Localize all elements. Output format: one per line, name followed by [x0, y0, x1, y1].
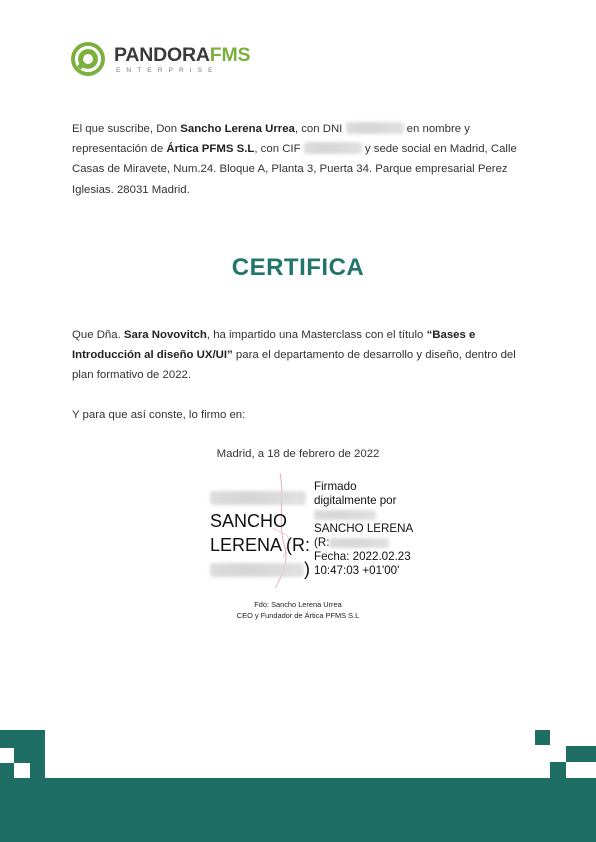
- sig-left-close: ): [304, 559, 310, 579]
- signature-caption: [0, 599, 596, 621]
- sig-right-line4: (R:: [314, 536, 330, 549]
- intro-text-2: , con DNI: [294, 123, 346, 135]
- intro-text-1: El que suscribe, Don: [72, 123, 181, 135]
- sig-left-line1: SANCHO: [210, 511, 288, 531]
- body-paragraph: [72, 325, 524, 386]
- logo-word-pandora: PANDORA: [114, 44, 210, 66]
- logo-wordmark: [114, 44, 250, 67]
- body-text-2: , ha impartido una Masterclass con el título: [206, 329, 427, 341]
- footer-pixel: [550, 762, 566, 778]
- footer-pixel: [14, 748, 45, 763]
- footer-pixel: [0, 730, 45, 748]
- sig-right-line5: Fecha: 2022.02.23: [314, 550, 411, 563]
- masterclass-title: “Bases e Introducción al diseño UX/UI”: [72, 329, 476, 362]
- certifica-heading: CERTIFICA: [231, 254, 365, 281]
- sig-right-line1: Firmado: [314, 480, 357, 493]
- redacted-signer-id: [210, 491, 306, 505]
- date-line: Madrid, a 18 de febrero de 2022: [216, 448, 380, 460]
- signer-name: Sancho Lerena Urrea: [180, 123, 295, 135]
- footer-pixel: [535, 730, 550, 745]
- body-text-3: para el departamento de desarrollo y diseño, dentro del plan formativo de 2022.: [72, 349, 516, 382]
- digital-signature-info: [314, 480, 434, 578]
- redacted-cif: [304, 142, 362, 154]
- redacted-signer-id-2: [210, 563, 304, 577]
- caption-line1: Fdo: Sancho Lerena Urrea: [254, 600, 342, 609]
- intro-text-4: , con CIF: [254, 143, 304, 156]
- footer-pixel: [0, 763, 14, 778]
- footer-band: [0, 778, 596, 842]
- body-text-1: Que Dña.: [72, 329, 124, 341]
- footer-pixel: [30, 763, 45, 778]
- redacted-dni: [346, 122, 404, 134]
- trainer-name: Sara Novovitch: [123, 329, 207, 341]
- logo-word-fms: FMS: [209, 44, 251, 66]
- signature-name-block: [210, 485, 318, 581]
- redacted-sig-id: [314, 510, 376, 520]
- sig-right-line2: digitalmente por: [314, 494, 397, 507]
- closing-line: Y para que así conste, lo firmo en:: [72, 409, 246, 421]
- sig-right-line3: SANCHO LERENA: [314, 522, 414, 535]
- company-name: Ártica PFMS S.L: [166, 143, 255, 156]
- pandora-logo-icon: [70, 41, 106, 77]
- sig-right-line6: 10:47:03 +01'00': [314, 564, 400, 577]
- sig-left-line2: LERENA (R:: [210, 535, 311, 555]
- intro-text-3: en nombre y representación de: [72, 123, 470, 156]
- logo-tagline: ENTERPRISE: [116, 67, 219, 74]
- intro-text-5: y sede social en Madrid, Calle Casas de Miravete, Num.24. Bloque A, Planta 3, Puerta 34. Parque empresarial Perez Iglesias. 28031 Madrid.: [72, 143, 517, 196]
- caption-line2: CEO y Fundador de Ártica PFMS S.L: [236, 611, 360, 620]
- redacted-sig-id-2: [329, 538, 389, 548]
- intro-paragraph: [72, 119, 524, 200]
- footer-pixel: [566, 746, 596, 762]
